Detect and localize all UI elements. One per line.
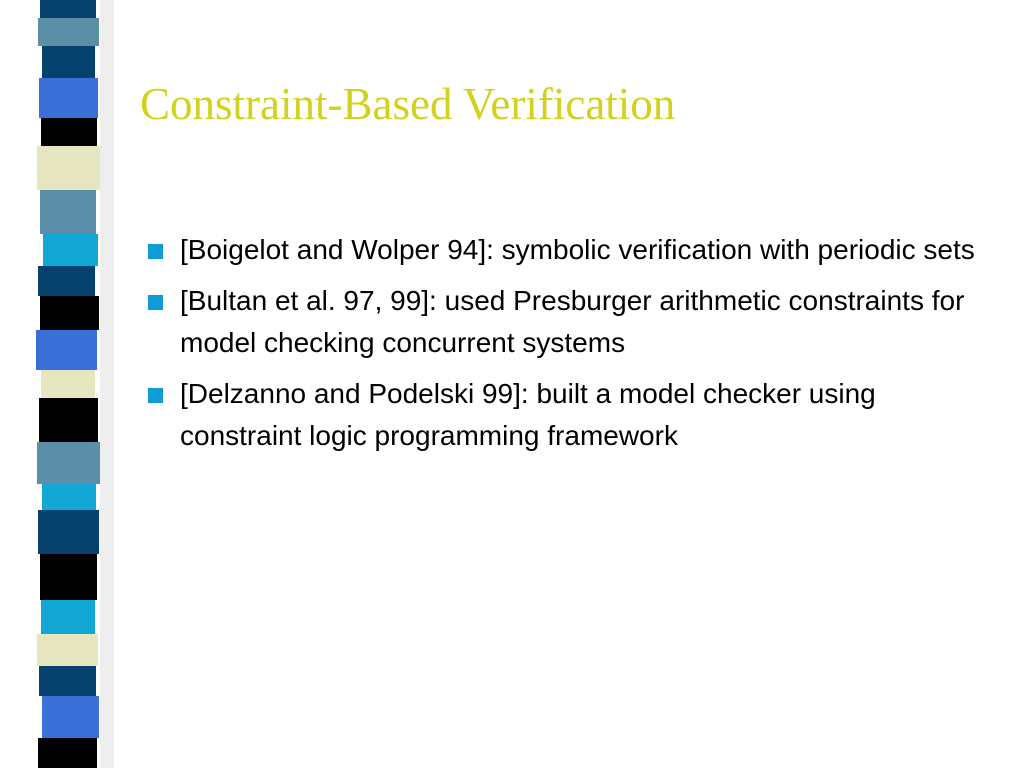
stripe-band [40, 296, 99, 330]
bullet-item [148, 229, 998, 271]
stripe-band [41, 118, 97, 146]
stripe-pattern [0, 0, 118, 768]
slide-title: Constraint-Based Verification [140, 79, 676, 129]
stripe-band [42, 46, 95, 78]
stripe-band [43, 234, 98, 266]
square-bullet-icon [148, 295, 163, 310]
stripe-band [39, 398, 98, 442]
decorative-stripe-bar [0, 0, 118, 768]
stripe-band [41, 600, 95, 634]
stripe-band [41, 370, 95, 398]
stripe-band [40, 190, 96, 234]
bullet-text: [Boigelot and Wolper 94]: symbolic verification with periodic sets [180, 234, 975, 265]
stripe-band [38, 510, 99, 554]
stripe-band [36, 330, 97, 370]
bullet-list [148, 229, 998, 466]
stripe-band [39, 78, 98, 118]
bullet-item [148, 373, 998, 457]
stripe-band [42, 696, 99, 738]
stripe-band [37, 146, 100, 190]
stripe-band [37, 442, 100, 484]
stripe-band [38, 266, 95, 296]
bullet-item [148, 280, 998, 364]
square-bullet-icon [148, 244, 163, 259]
stripe-band [37, 634, 98, 666]
bullet-text: [Delzanno and Podelski 99]: built a model checker using constraint logic programming framework [180, 378, 876, 451]
stripe-band [40, 0, 96, 18]
stripe-band [38, 738, 97, 768]
stripe-band [38, 18, 99, 46]
stripe-band [39, 666, 96, 696]
stripe-band [40, 554, 97, 600]
stripe-band [42, 484, 96, 510]
stripe-shadow [100, 0, 114, 768]
bullet-text: [Bultan et al. 97, 99]: used Presburger arithmetic constraints for model checking concurrent systems [180, 285, 965, 358]
square-bullet-icon [148, 388, 163, 403]
